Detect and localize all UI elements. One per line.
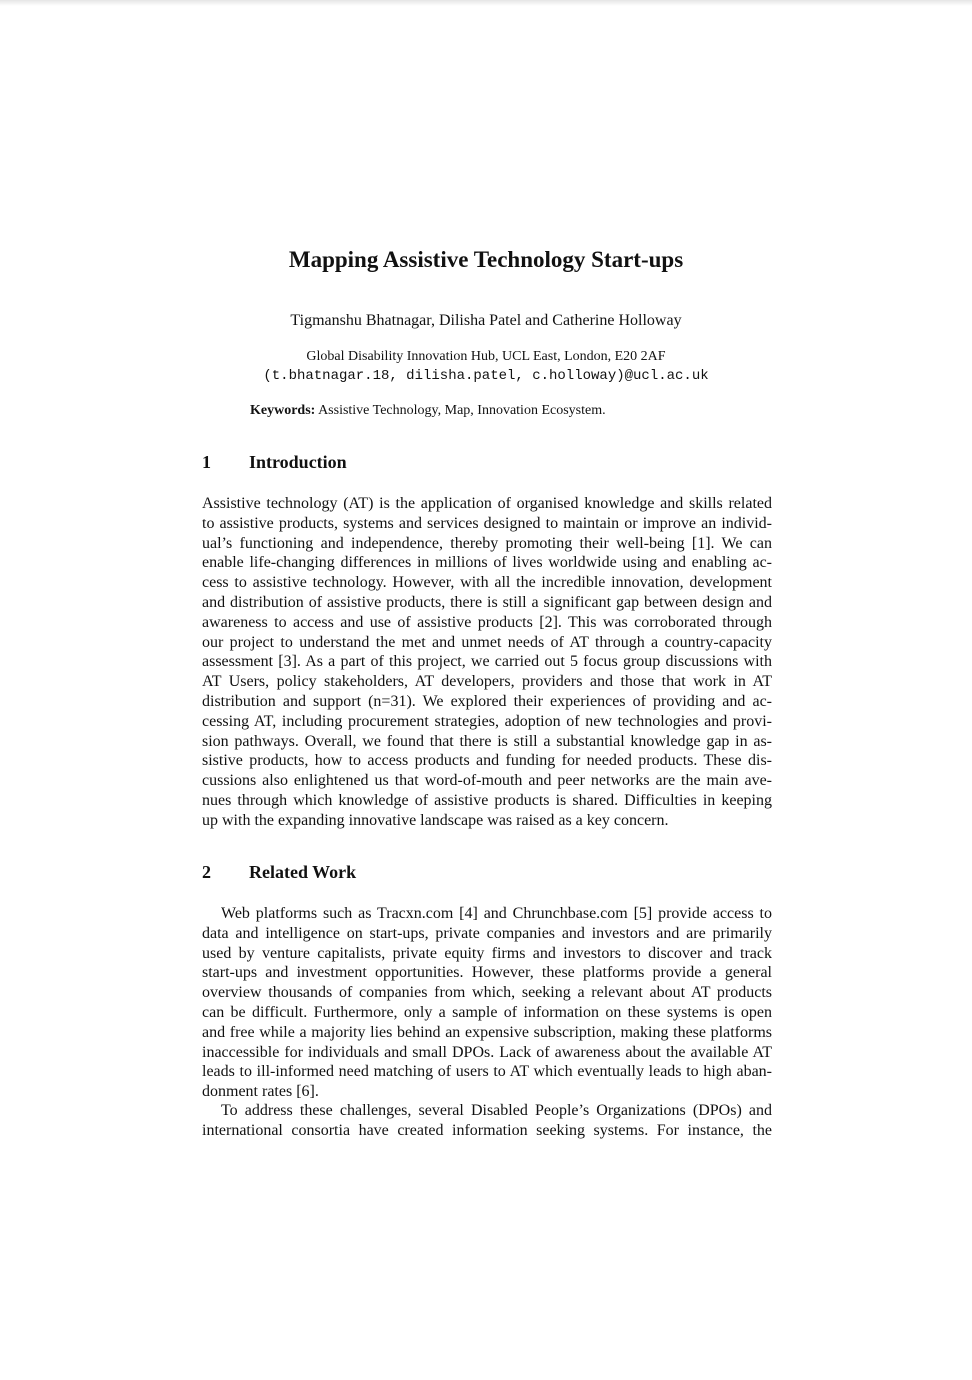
paragraph-line: assessment [3]. As a part of this project, we carried out 5 focus group discussions with bbox=[202, 653, 772, 671]
paragraph-line: international consortia have created information seeking systems. For instance, the bbox=[202, 1121, 772, 1139]
paragraph-line: data and intelligence on start-ups, private companies and investors and are primarily bbox=[202, 924, 772, 942]
paragraph-line: nues through which knowledge of assistive products is shared. Difficulties in keeping bbox=[202, 791, 772, 809]
paragraph-line: to assistive products, systems and services designed to maintain or improve an individ- bbox=[202, 514, 772, 532]
paragraph-line: and distribution of assistive products, there is still a significant gap between design and bbox=[202, 593, 772, 611]
section-title: Related Work bbox=[249, 862, 357, 882]
paper-title: Mapping Assistive Technology Start-ups bbox=[288, 247, 684, 272]
paragraph-line: To address these challenges, several Disabled People’s Organizations (DPOs) and bbox=[221, 1102, 772, 1119]
page-top-shadow bbox=[0, 0, 972, 6]
paragraph-line: sistive products, how to access products and funding for needed products. These dis- bbox=[202, 752, 772, 770]
paragraph-line: awareness to access and use of assistive products [2]. This was corroborated through bbox=[202, 613, 772, 631]
section-number: 1 bbox=[202, 452, 211, 472]
paragraph-line: and free while a majority lies behind an expensive subscription, making these platforms bbox=[202, 1023, 772, 1041]
paragraph-line: distribution and support (n=31). We explored their experiences of providing and ac- bbox=[202, 692, 772, 710]
introduction-paragraph bbox=[202, 494, 772, 831]
paper-affiliation: Global Disability Innovation Hub, UCL East, London, E20 2AF bbox=[306, 349, 666, 364]
paragraph-line: can be difficult. Furthermore, only a sample of information on these systems is open bbox=[202, 1003, 772, 1021]
related-work-paragraph-1 bbox=[202, 904, 772, 1102]
section-heading-introduction bbox=[202, 451, 347, 473]
section-title: Introduction bbox=[249, 452, 347, 472]
paper-keywords bbox=[250, 402, 606, 420]
paragraph-line: used by venture capitalists, private equity firms and investors to discover and track bbox=[202, 944, 772, 962]
keywords-text: Assistive Technology, Map, Innovation Ecosystem. bbox=[318, 403, 606, 418]
section-heading-related-work bbox=[202, 861, 356, 883]
paragraph-line: start-ups and investment opportunities. However, these platforms provide a general bbox=[202, 964, 772, 982]
keywords-label: Keywords: bbox=[250, 403, 316, 418]
paragraph-line: our project to understand the met and unmet needs of AT through a country-capacity bbox=[202, 633, 772, 651]
paragraph-line: donment rates [6]. bbox=[202, 1083, 319, 1101]
paragraph-line: leads to ill-informed need matching of users to AT which eventually leads to high aban- bbox=[202, 1063, 772, 1081]
paragraph-line: up with the expanding innovative landscape was raised as a key concern. bbox=[202, 811, 669, 829]
paragraph-line: AT Users, policy stakeholders, AT developers, providers and those that work in AT bbox=[202, 673, 772, 691]
section-number: 2 bbox=[202, 862, 211, 882]
paragraph-line: cess to assistive technology. However, with all the incredible innovation, development bbox=[202, 574, 772, 592]
paragraph-line: Assistive technology (AT) is the application of organised knowledge and skills related bbox=[202, 495, 772, 512]
paragraph-line: cussions also enlightened us that word-of-mouth and peer networks are the main ave- bbox=[202, 772, 772, 790]
paragraph-line: inaccessible for individuals and small DPOs. Lack of awareness about the available AT bbox=[202, 1043, 772, 1061]
paragraph-line: enable life-changing differences in millions of lives worldwide using and enabling ac- bbox=[202, 554, 772, 572]
paper-emails: (t.bhatnagar.18, dilisha.patel, c.holloway)@ucl.ac.uk bbox=[263, 368, 709, 384]
paragraph-line: sion pathways. Overall, we found that there is still a substantial knowledge gap in as- bbox=[202, 732, 772, 750]
paragraph-line: overview thousands of companies from which, seeking a relevant about AT products bbox=[202, 984, 772, 1002]
paragraph-line: Web platforms such as Tracxn.com [4] and Chrunchbase.com [5] provide access to bbox=[221, 905, 772, 922]
paragraph-line: ual’s functioning and independence, thereby promoting their well-being [1]. We can bbox=[202, 534, 772, 552]
related-work-paragraph-2 bbox=[202, 1101, 772, 1141]
paragraph-line: cessing AT, including procurement strategies, adoption of new technologies and provi- bbox=[202, 712, 772, 730]
paper-authors: Tigmanshu Bhatnagar, Dilisha Patel and Catherine Holloway bbox=[290, 312, 682, 329]
